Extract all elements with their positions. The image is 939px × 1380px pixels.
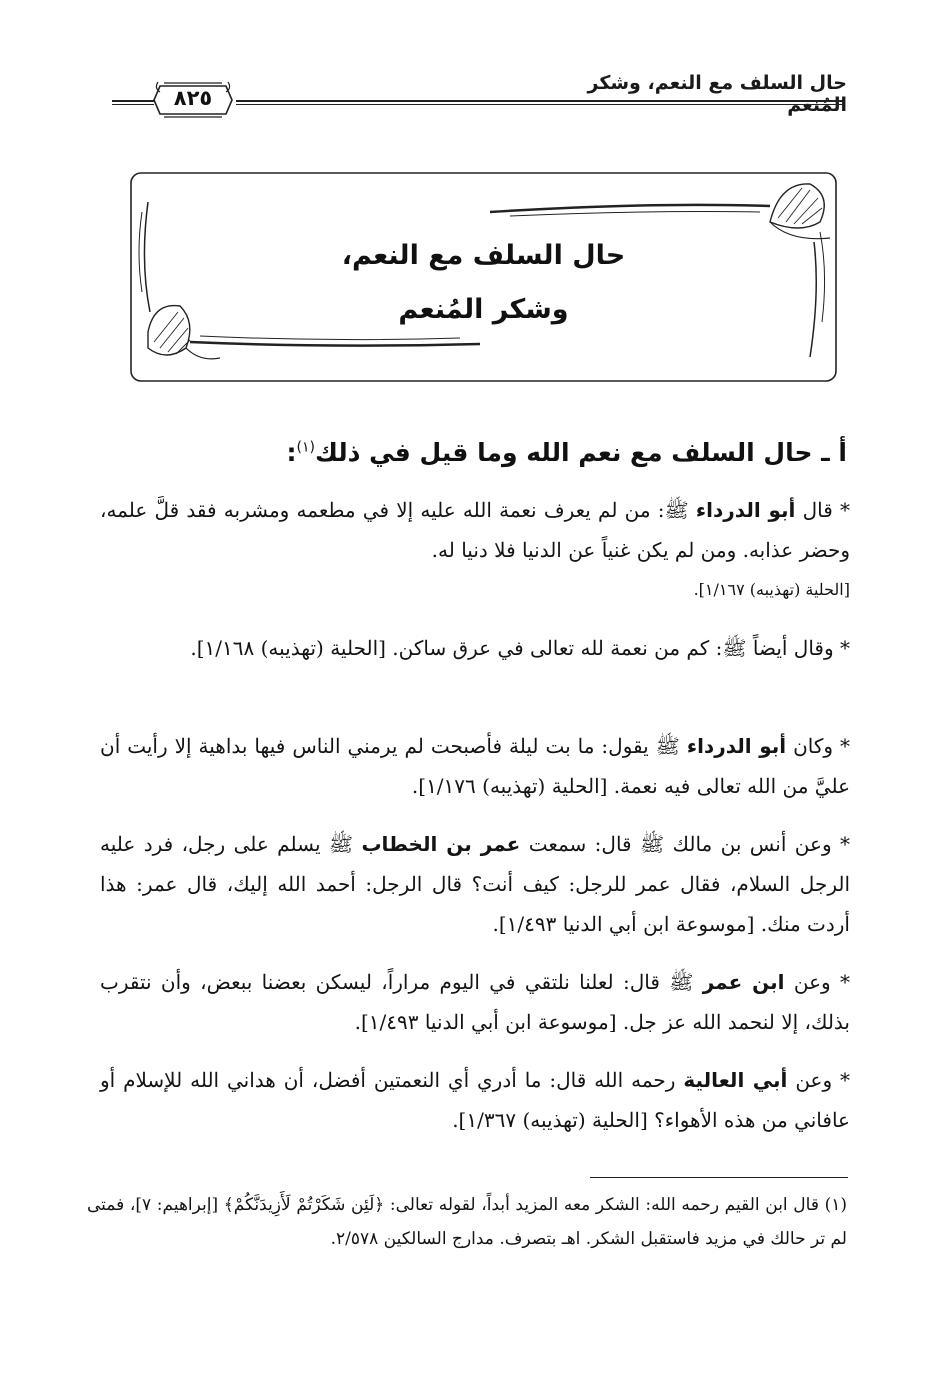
header-rule-left-thin <box>112 104 154 105</box>
section-heading-colon: : <box>286 438 297 467</box>
paragraph-lead: * وعن <box>795 1068 851 1092</box>
paragraph-lead: * وعن <box>793 970 850 994</box>
narrator-name: أبو الدرداء <box>695 498 796 522</box>
chapter-title-frame <box>130 172 837 382</box>
shell-ornament-top-right <box>770 184 830 239</box>
chapter-title-line1: حال السلف مع النعم، <box>341 240 626 271</box>
paragraph-5 <box>100 962 850 1042</box>
narrator-name: عمر بن الخطاب <box>361 832 521 856</box>
running-header-title: حال السلف مع النعم، وشكر المُنعم <box>587 72 847 116</box>
paragraph-text: ﷺ: كم من نعمة لله تعالى في عرق ساكن. [الحلية (تهذيبه) ١/١٦٨]. <box>190 636 747 660</box>
paragraph-text: ﷺ يقول: ما بت ليلة فأصبحت لم يرمني الناس فيها بداهية إلا رأيت أن عليَّ من الله تعالى فيه نعمة. [الحلية (تهذيبه) ١/١٧٦]. <box>100 734 850 798</box>
narrator-name: أبو الدرداء <box>686 734 787 758</box>
narrator-name: أبي العالية <box>683 1068 788 1092</box>
paragraph-text: رحمه الله قال: ما أدري أي النعمتين أفضل، أن هداني الله للإسلام أو عافاني من هذه الأهواء؟ [الحلية (تهذيبه) ١/٣٦٧]. <box>100 1068 850 1132</box>
footnote-marker: (١) <box>296 439 315 456</box>
page-number-badge <box>152 80 234 120</box>
paragraph-lead: * وكان <box>793 734 851 758</box>
footnote-rule <box>590 1177 848 1178</box>
ornamental-frame-icon <box>130 172 837 382</box>
header-rule-left <box>112 100 154 102</box>
paragraph-4 <box>100 824 850 944</box>
chapter-title-line2: وشكر المُنعم <box>398 294 569 325</box>
page-number: ٨٢٥ <box>173 86 213 110</box>
paragraph-lead: * قال <box>802 498 851 522</box>
header-rule-thin <box>236 104 844 105</box>
section-heading-text: أ ـ حال السلف مع نعم الله وما قيل في ذلك <box>314 438 847 467</box>
paragraph-text: ﷺ: من لم يعرف نعمة الله عليه إلا في مطعمه ومشربه فقد قلَّ علمه، وحضر عذابه. ومن لم يكن غنياً عن الدنيا فلا دنيا له. <box>100 498 850 562</box>
paragraph-3 <box>100 726 850 806</box>
paragraph-1 <box>100 490 850 610</box>
narrator-name: ابن عمر <box>702 970 785 994</box>
header-rule <box>236 100 844 102</box>
paragraph-2 <box>100 628 850 668</box>
paragraph-6 <box>100 1060 850 1140</box>
footnote: (١) قال ابن القيم رحمه الله: الشكر معه المزيد أبداً، لقوله تعالى: ﴿لَئِن شَكَرْتُمْ لَأَزِيدَنَّكُمْ﴾ [إبراهيم: ٧]، فمتى لم تر حالك في مزيد فاستقبل الشكر. اهـ بتصرف. مدارج السالكين ٢/٥٧٨. <box>87 1195 847 1249</box>
paragraph-lead: * وقال أيضاً <box>752 636 850 660</box>
section-heading <box>87 438 847 467</box>
citation: [الحلية (تهذيبه) ١/١٦٧]. <box>693 580 850 599</box>
paragraph-lead: * وعن أنس بن مالك ﷺ قال: سمعت <box>528 832 851 856</box>
paragraph-text: ﷺ قال: لعلنا نلتقي في اليوم مراراً، ليسكن بعضنا ببعض، وأن نتقرب بذلك، إلا لنحمد الله عز جل. [موسوعة ابن أبي الدنيا ١/٤٩٣]. <box>100 970 850 1034</box>
paragraph-text: ﷺ يسلم على رجل، فرد عليه الرجل السلام، فقال عمر للرجل: كيف أنت؟ قال الرجل: أحمد الله إليك، قال عمر: هذا أردت منك. [موسوعة ابن أبي الدنيا ١/٤٩٣]. <box>100 832 850 936</box>
